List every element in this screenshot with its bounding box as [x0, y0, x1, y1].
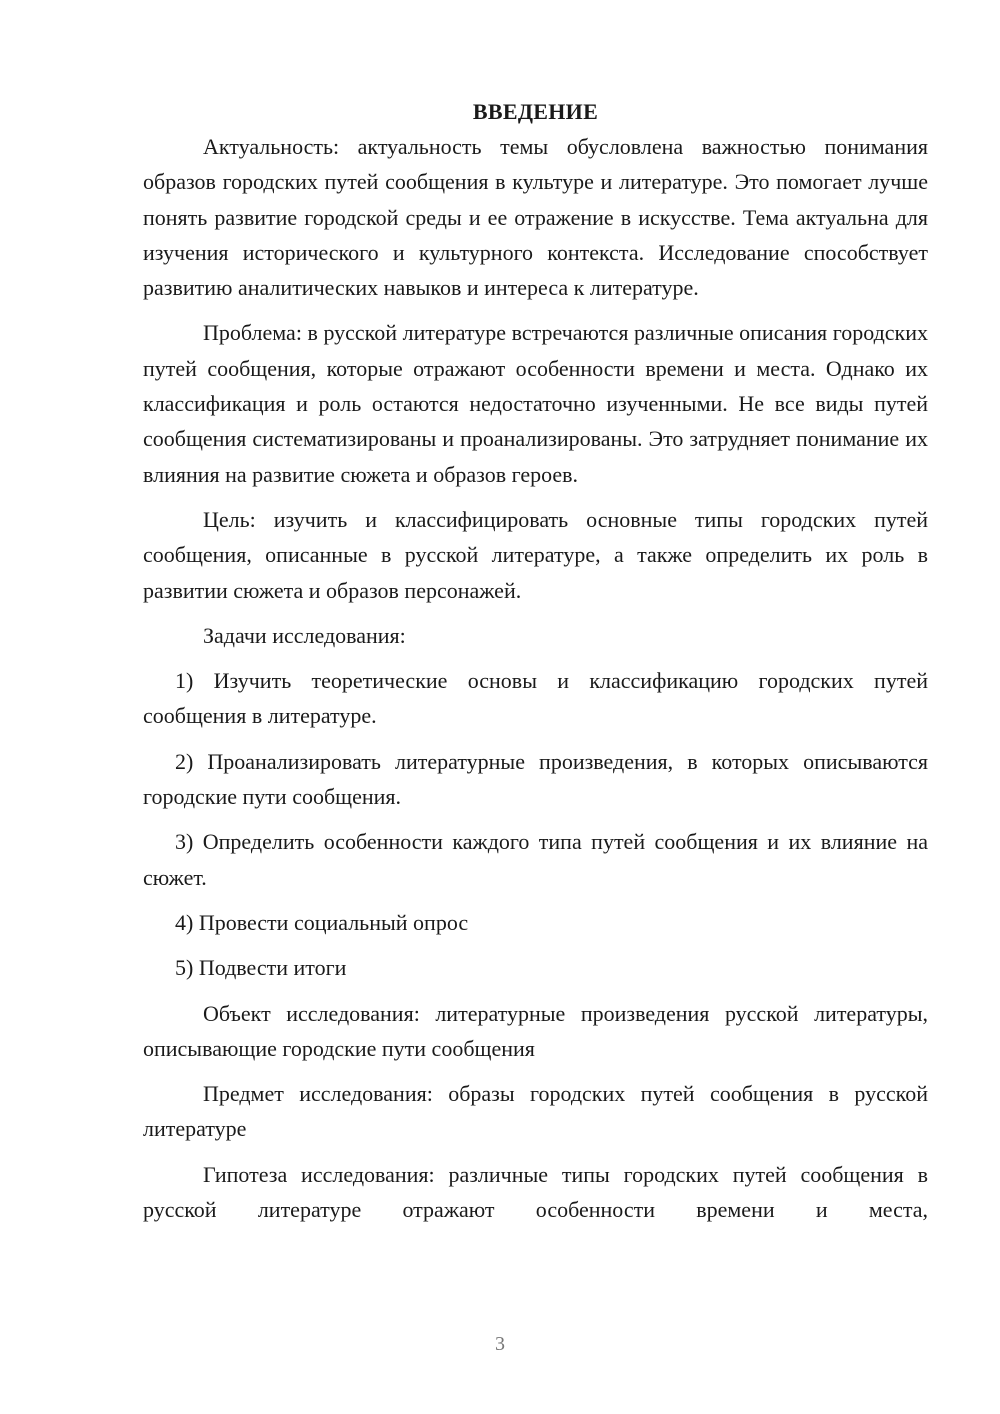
task-item-4: 4) Провести социальный опрос: [175, 909, 469, 935]
page-number: 3: [495, 1333, 505, 1355]
object-paragraph: Объект исследования: литературные произведения русской литературы, описывающие городские пути сообщения: [143, 1000, 928, 1061]
document-page: [143, 94, 928, 1237]
hypothesis-paragraph: Гипотеза исследования: различные типы городских путей сообщения в русской литературе отражают особенности времени и места,: [143, 1161, 928, 1223]
task-item-1: 1) Изучить теоретические основы и классификацию городских путей сообщения в литературе.: [143, 668, 928, 729]
problem-paragraph: Проблема: в русской литературе встречаются различные описания городских путей сообщения, которые отражают особенности времени и места. Однако их классификация и роль остаются недостаточно изученными. Не все виды путей сообщения систематизированы и проанализированы. Это затрудняет понимание их влияния на развитие сюжета и образов героев.: [143, 320, 928, 487]
task-item-2: 2) Проанализировать литературные произведения, в которых описываются городские пути сообщения.: [143, 748, 928, 810]
task-item-5: 5) Подвести итоги: [175, 955, 347, 981]
subject-paragraph: Предмет исследования: образы городских путей сообщения в русской литературе: [143, 1081, 928, 1142]
relevance-paragraph: Актуальность: актуальность темы обусловлена важностью понимания образов городских путей сообщения в культуре и литературе. Это помогает лучше понять развитие городской среды и ее отражение в искусстве. Тема актуальна для изучения исторического и культурного контекста. Исследование способствует развитию аналитических навыков и интереса к литературе.: [143, 134, 928, 301]
tasks-heading: Задачи исследования:: [203, 622, 406, 648]
section-title: ВВЕДЕНИЕ: [472, 99, 599, 124]
task-item-3: 3) Определить особенности каждого типа путей сообщения и их влияние на сюжет.: [143, 829, 928, 890]
goal-paragraph: Цель: изучить и классифицировать основные типы городских путей сообщения, описанные в русской литературе, а также определить их роль в развитии сюжета и образов персонажей.: [143, 506, 928, 603]
